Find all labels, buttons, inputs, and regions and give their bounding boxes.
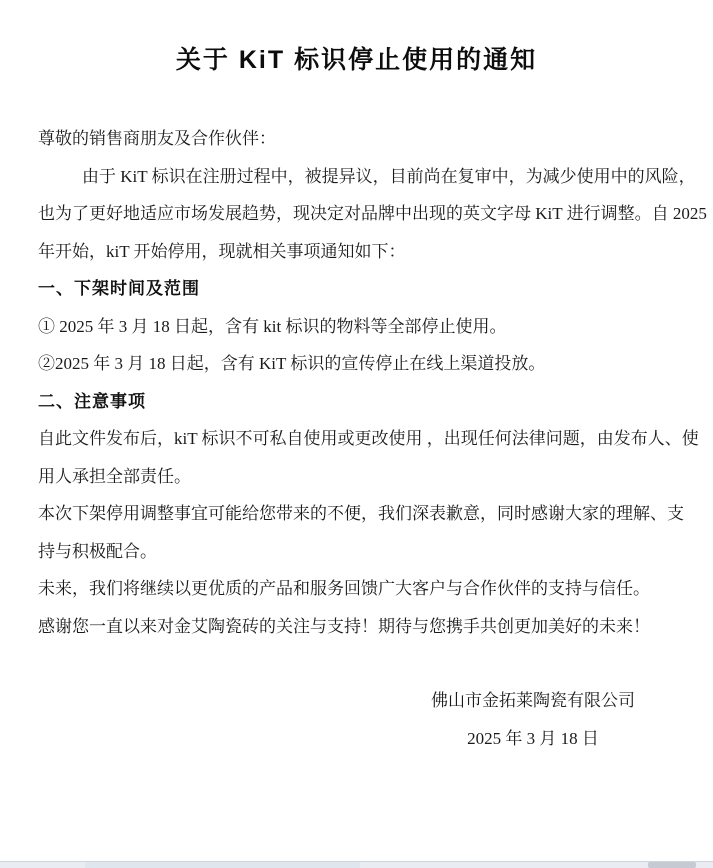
signature-company: 佛山市金拓莱陶瓷有限公司 [431,691,635,710]
list-item-2: ②2025 年 3 月 18 日起，含有 KiT 标识的宣传停止在线上渠道投放。 [38,354,546,373]
paragraph-line: 自此文件发布后，kiT 标识不可私自使用或更改使用 ，出现任何法律问题，由发布人、使 [38,429,699,448]
horizontal-scrollbar-track[interactable] [0,861,713,868]
paragraph-line: 感谢您一直以来对金艾陶瓷砖的关注与支持！期待与您携手共创更加美好的未来！ [38,616,650,636]
list-item-1: ① 2025 年 3 月 18 日起，含有 kit 标识的物料等全部停止使用。 [38,316,507,336]
signature-date: 2025 年 3 月 18 日 [467,728,599,748]
page-title: 关于 KiT 标识停止使用的通知 [175,46,538,74]
paragraph-line: 也为了更好地适应市场发展趋势，现决定对品牌中出现的英文字母 KiT 进行调整。自 2025 [38,204,707,223]
paragraph-line: 持与积极配合。 [38,541,157,561]
salutation-line: 尊敬的销售商朋友及合作伙伴： [38,129,276,148]
scrollbar-track-tint [85,862,360,868]
notice-body [0,120,713,757]
paragraph-line: 本次下架停用调整事宜可能给您带来的不便，我们深表歉意，同时感谢大家的理解、支 [38,504,684,523]
paragraph-line: 用人承担全部责任。 [38,466,191,486]
signature-block [383,682,683,757]
section-heading-2: 二、注意事项 [38,391,146,411]
paragraph-line: 未来，我们将继续以更优质的产品和服务回馈广大客户与合作伙伴的支持与信任。 [38,579,650,598]
section-heading-1: 一、下架时间及范围 [38,279,200,298]
horizontal-scrollbar-thumb[interactable] [648,862,696,868]
paragraph-line: 由于 KiT 标识在注册过程中，被提异议，目前尚在复审中，为减少使用中的风险， [82,166,696,186]
paragraph-line: 年开始，kiT 开始停用，现就相关事项通知如下： [38,241,406,261]
